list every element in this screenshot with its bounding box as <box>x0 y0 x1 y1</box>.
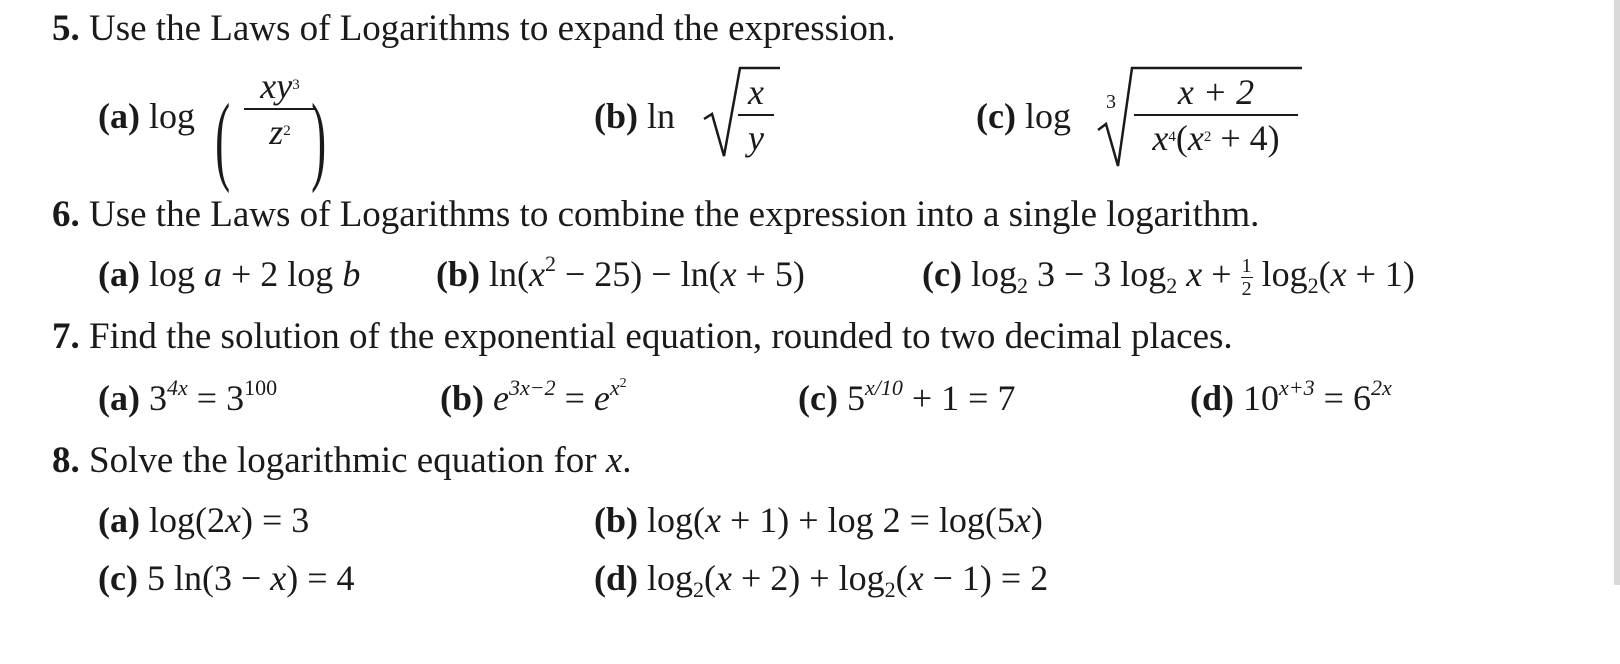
item-label: (c) <box>976 96 1016 136</box>
problem-5c <box>976 98 1071 134</box>
problem-6-heading <box>52 196 1259 233</box>
problem-7a <box>98 375 278 418</box>
expression: $\log_2 3 - 3$ $\log_2 x$ + $\frac{1}{2}$ $\log_2(x + 1)$ <box>970 254 1415 301</box>
problem-7d <box>1190 375 1392 418</box>
problem-8d <box>594 558 1049 602</box>
item-label: (c) <box>922 254 962 294</box>
left-paren: ( <box>215 83 231 194</box>
function-name: log <box>1024 96 1071 136</box>
item-label: (c) <box>98 558 138 598</box>
problem-6b <box>436 251 805 294</box>
item-label: (b) <box>594 96 638 136</box>
problem-8a <box>98 502 309 538</box>
scrollbar[interactable] <box>1614 0 1620 585</box>
problem-number: 6. <box>52 194 80 235</box>
expression: $10^{x+3} = 6^{2x}$ <box>1243 375 1392 418</box>
problem-7-heading <box>52 318 1233 355</box>
denominator: y <box>748 118 764 158</box>
item-label: (a) <box>98 378 140 418</box>
problem-instruction: Use the Laws of Logarithms to combine the expression into a single logarithm. <box>89 194 1260 235</box>
instruction-variable: x <box>605 440 623 481</box>
expression: $3^{4x} = 3^{100}$ <box>148 375 278 418</box>
fraction <box>738 74 774 156</box>
instruction-end: . <box>622 440 632 481</box>
function-name: ln <box>647 96 676 136</box>
function-name: log <box>148 96 195 136</box>
numerator: x <box>738 74 774 116</box>
problem-number: 5. <box>52 8 80 49</box>
problem-8-heading <box>52 442 632 479</box>
problem-number: 7. <box>52 316 80 357</box>
problem-instruction: Find the solution of the exponential equation, rounded to two decimal places. <box>89 316 1233 357</box>
problem-8b <box>594 502 1043 538</box>
problem-7b <box>440 375 627 418</box>
item-label: (b) <box>436 254 480 294</box>
fraction <box>1134 74 1298 156</box>
item-label: (b) <box>594 500 638 540</box>
expression: log(x + 1) + log 2 = log(5x) <box>647 500 1043 540</box>
problem-instruction: Use the Laws of Logarithms to expand the expression. <box>89 8 896 49</box>
problem-6c <box>922 256 1415 299</box>
item-label: (a) <box>98 500 140 540</box>
radical-index: 3 <box>1106 91 1116 113</box>
denominator: $x^4(x^2 + 4)$ <box>1152 118 1280 158</box>
problem-5a <box>98 98 195 134</box>
numerator: $xy^3$ <box>244 68 316 110</box>
problem-number: 8. <box>52 440 80 481</box>
expression: $\ln(x^2 - 25) - \ln(x + 5)$ <box>489 251 805 294</box>
item-label: (d) <box>594 558 638 598</box>
problem-5-heading <box>52 10 896 47</box>
item-label: (c) <box>798 378 838 418</box>
expression: $e^{3x-2} = e^{x^2}$ <box>493 375 627 418</box>
fraction-half: $\frac{1}{2}$ <box>1241 255 1252 301</box>
problem-5b <box>594 98 675 134</box>
item-label: (b) <box>440 378 484 418</box>
right-paren: ) <box>311 83 327 194</box>
problem-8c <box>98 560 355 596</box>
problem-5c-radical <box>1094 64 1304 174</box>
item-label: (a) <box>98 254 140 294</box>
problem-6a <box>98 256 360 292</box>
expression: log(2x) = 3 <box>148 500 310 540</box>
expression: log a + 2 log b <box>148 254 361 294</box>
numerator: x + 2 <box>1134 74 1298 116</box>
problem-5b-radical <box>702 64 782 164</box>
fraction <box>244 68 316 150</box>
expression: 5 ln(3 − x) = 4 <box>146 558 355 598</box>
expression: $\log_2(x + 2) + \log_2(x - 1) = 2$ <box>647 558 1049 602</box>
expression: $5^{x/10} + 1 = 7$ <box>846 375 1016 418</box>
denominator: $z^2$ <box>269 112 291 152</box>
item-label: (d) <box>1190 378 1234 418</box>
problem-7c <box>798 375 1016 418</box>
item-label: (a) <box>98 96 140 136</box>
problem-instruction: Solve the logarithmic equation for <box>89 440 597 481</box>
